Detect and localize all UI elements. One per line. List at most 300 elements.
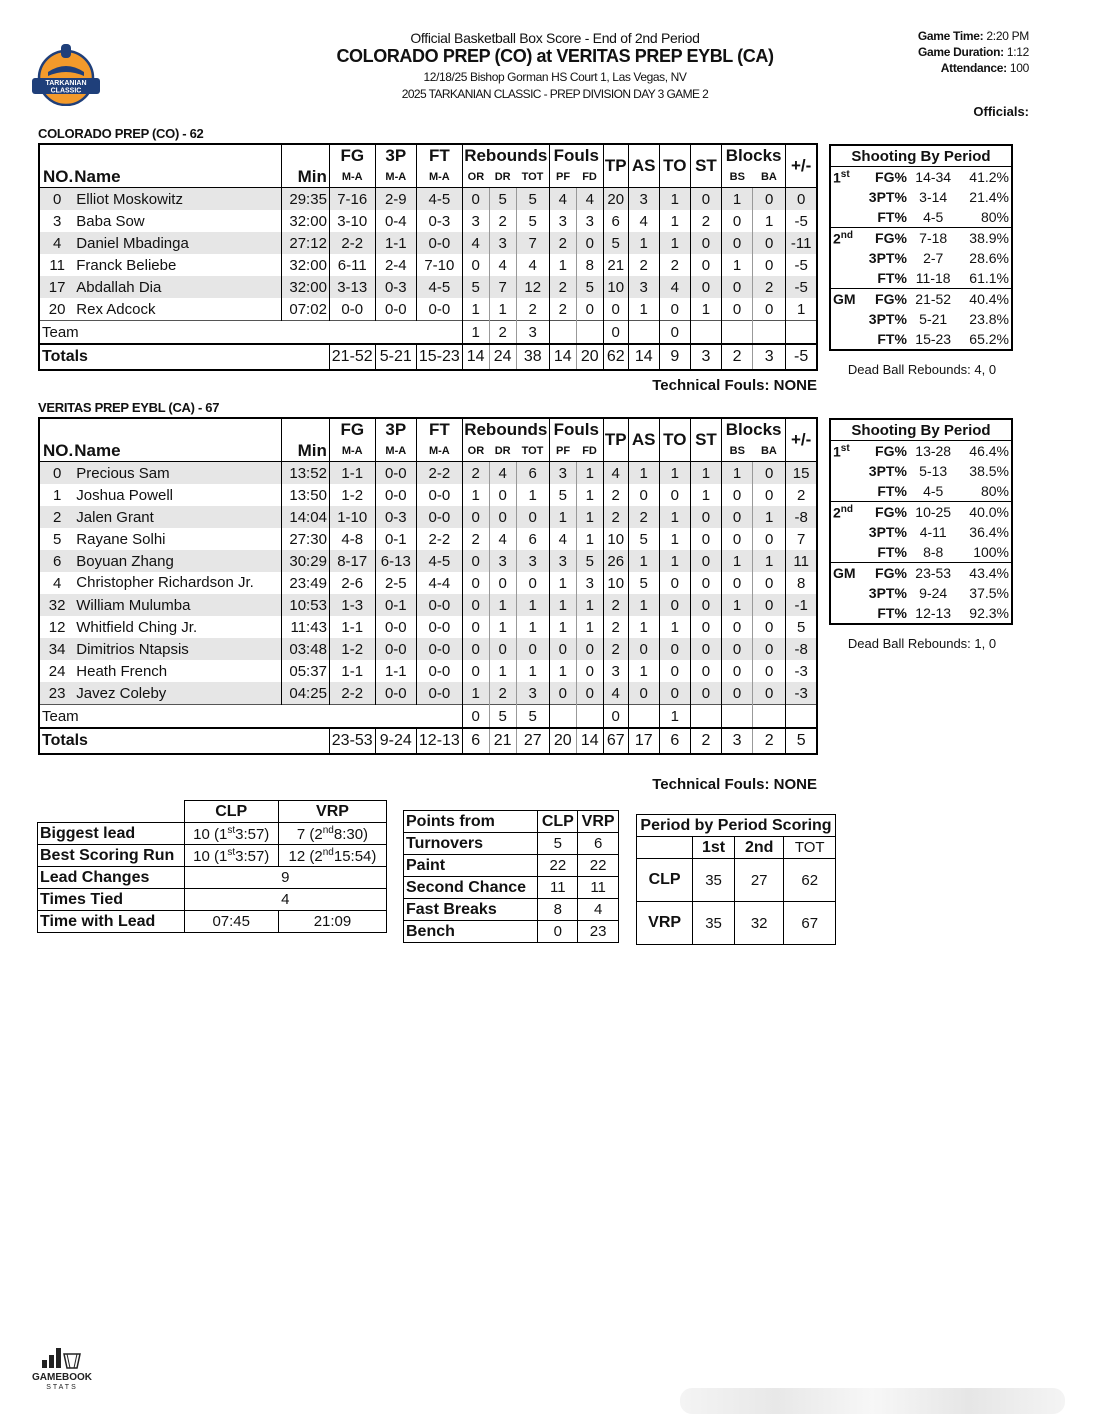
shooting-row xyxy=(830,289,1012,310)
stat-cell: 2 xyxy=(603,506,628,528)
stat-cell: 2 xyxy=(39,506,74,528)
team-stat xyxy=(549,321,576,345)
stat-cell: 5 xyxy=(516,210,549,232)
stat-made-attempted: 15-23 xyxy=(915,331,952,347)
biggest-lead-label: Biggest lead xyxy=(38,823,185,845)
stat-cell: 0 xyxy=(753,594,786,616)
period-team: CLP xyxy=(637,859,693,902)
stat-cell: 0 xyxy=(462,660,489,682)
team-row-label: Team xyxy=(39,705,462,729)
stat-cell: 1 xyxy=(721,254,752,276)
stat-cell: 1 xyxy=(549,254,576,276)
stat-cell: 3 xyxy=(576,210,603,232)
stat-cell: 23 xyxy=(39,682,74,705)
stat-cell: 2 xyxy=(603,594,628,616)
stat-cell: 0 xyxy=(576,298,603,321)
event-line: 2025 TARKANIAN CLASSIC - PREP DIVISION DAY 3 GAME 2 xyxy=(401,87,709,101)
total-stat: 21-52 xyxy=(329,344,375,370)
lead-summary-table xyxy=(37,800,387,933)
dead-ball-rebounds: Dead Ball Rebounds: 1, 0 xyxy=(847,636,997,651)
total-stat: 6 xyxy=(462,728,489,754)
stat-percent: 23.8% xyxy=(969,311,1009,327)
stat-cell: 11 xyxy=(786,550,817,572)
stat-cell: 07:02 xyxy=(282,298,330,321)
stat-cell: 1 xyxy=(462,484,489,506)
stat-cell: 0 xyxy=(753,572,786,594)
total-stat: 14 xyxy=(462,344,489,370)
stat-cell: 10:53 xyxy=(282,594,330,616)
period-label xyxy=(830,461,858,481)
stat-cell: 0 xyxy=(628,682,659,705)
stat-cell: 0 xyxy=(659,594,690,616)
stat-cell: 0-0 xyxy=(417,638,463,660)
col-st: ST xyxy=(690,144,721,188)
period-score: 27 xyxy=(734,859,784,902)
stat-cell: 0 xyxy=(549,682,576,705)
stat-cell: 1 xyxy=(576,506,603,528)
shooting-row xyxy=(830,207,1012,228)
stat-label: FT% xyxy=(877,270,907,286)
stat-cell: 0 xyxy=(462,638,489,660)
stat-percent: 41.2% xyxy=(969,169,1009,185)
tarkanian-classic-logo xyxy=(28,42,104,106)
gamebook-stats-logo xyxy=(22,1346,102,1392)
time-with-lead-label: Time with Lead xyxy=(38,911,185,933)
player-row xyxy=(39,232,817,254)
biggest-lead-vrp: 7 (2nd8:30) xyxy=(278,823,386,845)
stat-cell: 0-0 xyxy=(417,298,463,321)
stat-cell: 1 xyxy=(628,232,659,254)
player-row xyxy=(39,506,817,528)
stat-cell: 0 xyxy=(576,660,603,682)
period-label xyxy=(830,187,858,207)
stat-cell: 7 xyxy=(489,276,516,298)
stat-cell: 0 xyxy=(690,188,721,211)
stat-cell: 0-0 xyxy=(417,682,463,705)
team-stat: 3 xyxy=(516,321,549,345)
stat-cell: -11 xyxy=(786,232,817,254)
stat-cell: 1 xyxy=(628,550,659,572)
stat-made-attempted: 23-53 xyxy=(909,563,958,584)
total-stat: 12-13 xyxy=(417,728,463,754)
team-stat: 0 xyxy=(603,321,628,345)
total-stat: 67 xyxy=(603,728,628,754)
stat-cell: 1 xyxy=(690,298,721,321)
stat-cell: 0 xyxy=(753,462,786,485)
period-label xyxy=(830,522,858,542)
shooting-row xyxy=(830,583,1012,603)
shooting-row xyxy=(830,268,1012,289)
player-name: William Mulumba xyxy=(74,594,281,616)
stat-cell: 2 xyxy=(462,462,489,485)
stat-cell: 1 xyxy=(489,616,516,638)
shooting-row xyxy=(830,228,1012,249)
team-stat: 0 xyxy=(462,705,489,729)
period-header: 2nd xyxy=(734,837,784,859)
stat-cell: 0 xyxy=(628,638,659,660)
stat-cell: 0 xyxy=(659,298,690,321)
total-stat: 23-53 xyxy=(329,728,375,754)
stat-cell: 0 xyxy=(753,232,786,254)
total-stat: 21 xyxy=(489,728,516,754)
stat-cell: 3 xyxy=(576,572,603,594)
stat-cell: 0 xyxy=(721,484,752,506)
stat-cell: 4 xyxy=(462,232,489,254)
period-label xyxy=(830,542,858,563)
points-category: Second Chance xyxy=(404,877,538,899)
total-stat: 14 xyxy=(628,344,659,370)
stat-cell: 1 xyxy=(659,528,690,550)
stat-cell: 29:35 xyxy=(282,188,330,211)
subcol-min: Min xyxy=(282,441,330,462)
stat-cell: 1 xyxy=(690,462,721,485)
subcol-ma: M-A xyxy=(329,441,375,462)
stat-cell: 0-0 xyxy=(417,232,463,254)
stat-cell: 2 xyxy=(603,484,628,506)
total-stat: 3 xyxy=(721,728,752,754)
team-stat xyxy=(721,321,752,345)
points-clp: 22 xyxy=(538,855,578,877)
stat-cell: 1 xyxy=(462,298,489,321)
stat-cell: 0 xyxy=(39,188,74,211)
stat-cell: 1 xyxy=(52,486,62,504)
points-vrp: 22 xyxy=(578,855,619,877)
stat-cell: 1 xyxy=(690,484,721,506)
stat-cell: 4 xyxy=(39,232,74,254)
player-name: Rex Adcock xyxy=(76,300,156,318)
subcol-bs: BS xyxy=(721,167,752,188)
stat-made-attempted: 5-13 xyxy=(919,463,948,479)
watermark-strip xyxy=(680,1388,1065,1414)
stat-cell: 0 xyxy=(576,682,603,705)
game-time: 2:20 PM xyxy=(986,29,1029,43)
points-clp: 0 xyxy=(538,921,578,943)
stat-cell: 2 xyxy=(690,210,721,232)
stat-percent: 36.4% xyxy=(969,524,1009,540)
stat-cell: 0 xyxy=(516,506,549,528)
stat-made-attempted: 21-52 xyxy=(909,289,958,310)
col-ft: FT xyxy=(417,144,463,167)
stat-cell: 0 xyxy=(690,254,721,276)
stat-cell: 2-2 xyxy=(417,462,463,485)
stat-cell: 1 xyxy=(516,616,549,638)
total-stat: 38 xyxy=(516,344,549,370)
stat-cell: 4 xyxy=(549,188,576,211)
team-stat xyxy=(786,321,817,345)
col-plus-minus: +/- xyxy=(786,144,817,188)
stat-cell: 4 xyxy=(603,682,628,705)
total-stat: 62 xyxy=(603,344,628,370)
stat-cell: 1 xyxy=(753,210,786,232)
stat-cell: 8-17 xyxy=(329,550,375,572)
total-stat: 20 xyxy=(576,344,603,370)
stat-cell: 0 xyxy=(659,572,690,594)
stat-cell: 0 xyxy=(753,254,786,276)
period-label xyxy=(830,583,858,603)
total-stat: 2 xyxy=(690,728,721,754)
stat-cell: 0 xyxy=(489,484,516,506)
player-name: Elliot Moskowitz xyxy=(74,188,281,211)
stat-cell: 1 xyxy=(659,210,690,232)
stat-cell: 0-3 xyxy=(375,506,416,528)
time-with-lead-clp: 07:45 xyxy=(184,911,278,933)
team-stat: 5 xyxy=(489,705,516,729)
stat-cell: 21 xyxy=(603,254,628,276)
stat-cell: 3-10 xyxy=(329,210,375,232)
col-blocks: Blocks xyxy=(721,418,785,441)
points-row xyxy=(404,877,619,899)
stat-cell: 6 xyxy=(603,210,628,232)
period-label: GM xyxy=(830,563,858,584)
stat-cell: -5 xyxy=(786,276,817,298)
points-vrp: 6 xyxy=(578,833,619,855)
lead-header-vrp: VRP xyxy=(278,801,386,823)
dead-ball-rebounds: Dead Ball Rebounds: 4, 0 xyxy=(847,362,997,377)
team-stat xyxy=(576,705,603,729)
stat-cell: 0 xyxy=(489,572,516,594)
stat-cell: 20 xyxy=(48,300,66,318)
points-row xyxy=(404,833,619,855)
stat-cell: 27:30 xyxy=(282,528,330,550)
stat-cell: 0 xyxy=(659,660,690,682)
totals-row xyxy=(39,728,817,754)
stat-cell: 2-2 xyxy=(417,528,463,550)
subcol-name: Name xyxy=(74,167,281,188)
stat-percent: 37.5% xyxy=(969,585,1009,601)
stat-label: 3PT% xyxy=(868,585,907,601)
stat-cell: 1-2 xyxy=(329,638,375,660)
stat-cell: 3 xyxy=(603,660,628,682)
team-stat: 0 xyxy=(659,321,690,345)
stat-label: FT% xyxy=(877,605,907,621)
stat-cell: 4-8 xyxy=(329,528,375,550)
officials-label: Officials: xyxy=(973,104,1029,119)
points-clp: 11 xyxy=(538,877,578,899)
total-stat: 14 xyxy=(576,728,603,754)
stat-cell: 0 xyxy=(462,616,489,638)
team-stat: 1 xyxy=(462,321,489,345)
stat-cell: 4 xyxy=(489,528,516,550)
stat-cell: 2 xyxy=(549,232,576,254)
points-vrp: 23 xyxy=(578,921,619,943)
shooting-row xyxy=(830,502,1012,523)
stat-cell: 2 xyxy=(489,210,516,232)
stat-label: FG% xyxy=(858,289,909,310)
subcol-ba: BA xyxy=(753,441,786,462)
stat-cell: 1 xyxy=(721,550,752,572)
stat-cell: -8 xyxy=(786,638,817,660)
subcol-or: OR xyxy=(462,441,489,462)
stat-made-attempted: 4-5 xyxy=(923,209,944,225)
best-run-vrp: 12 (2nd15:54) xyxy=(278,845,386,867)
stat-cell: 13:52 xyxy=(282,462,330,485)
stat-cell: 2 xyxy=(786,484,817,506)
col-rebounds: Rebounds xyxy=(462,144,549,167)
player-row xyxy=(39,682,817,705)
player-name: Joshua Powell xyxy=(76,486,173,504)
stat-cell: 2 xyxy=(549,276,576,298)
stat-label: FT% xyxy=(877,483,907,499)
stat-cell: 0-1 xyxy=(375,528,416,550)
points-clp: 5 xyxy=(538,833,578,855)
player-row xyxy=(39,484,817,506)
stat-percent: 100% xyxy=(973,544,1009,560)
shooting-row xyxy=(830,542,1012,563)
stat-cell: 32:00 xyxy=(282,210,330,232)
team-stat xyxy=(786,705,817,729)
subcol-bs: BS xyxy=(721,441,752,462)
col-to: TO xyxy=(659,144,690,188)
total-stat: 14 xyxy=(549,344,576,370)
shooting-row xyxy=(830,481,1012,502)
period-header: 1st xyxy=(693,837,735,859)
stat-cell: 0 xyxy=(516,572,549,594)
period-scoring-title: Period by Period Scoring xyxy=(637,815,836,837)
stat-cell: 2 xyxy=(659,254,690,276)
stat-cell: 10 xyxy=(603,572,628,594)
period-row xyxy=(637,902,836,945)
stat-cell: 3 xyxy=(516,682,549,705)
shooting-row xyxy=(830,441,1012,462)
stat-cell: 0 xyxy=(489,506,516,528)
stat-percent: 92.3% xyxy=(969,605,1009,621)
subcol-no: NO. xyxy=(39,167,74,188)
game-duration: 1:12 xyxy=(1006,45,1029,59)
stat-percent: 80% xyxy=(980,209,1009,225)
stat-cell: 0 xyxy=(721,638,752,660)
svg-text:STATS: STATS xyxy=(46,1384,78,1391)
lead-header-clp: CLP xyxy=(184,801,278,823)
subcol-ma: M-A xyxy=(375,167,416,188)
team-row-label: Team xyxy=(39,321,462,345)
stat-cell: 1 xyxy=(576,616,603,638)
team-stat xyxy=(576,321,603,345)
stat-cell: 0 xyxy=(753,638,786,660)
stat-cell: 13:50 xyxy=(282,484,330,506)
stat-cell: 2-9 xyxy=(375,188,416,211)
stat-cell: 4 xyxy=(628,210,659,232)
stat-cell: 0 xyxy=(721,506,752,528)
period-label: 2nd xyxy=(830,502,858,523)
shooting-by-period-colorado xyxy=(829,144,1013,351)
stat-cell: 1 xyxy=(753,506,786,528)
stat-cell: 1 xyxy=(489,298,516,321)
points-category: Bench xyxy=(404,921,538,943)
period-label xyxy=(830,309,858,329)
player-name: Daniel Mbadinga xyxy=(74,232,281,254)
stat-cell: 0-0 xyxy=(417,660,463,682)
stat-cell: 05:37 xyxy=(282,660,330,682)
total-stat: 5 xyxy=(786,728,817,754)
stat-cell: 0 xyxy=(576,638,603,660)
stat-cell: 0 xyxy=(603,298,628,321)
player-name: Heath French xyxy=(76,662,168,680)
stat-cell: 0 xyxy=(690,660,721,682)
stat-cell: 0 xyxy=(690,276,721,298)
stat-cell: 1 xyxy=(753,550,786,572)
stat-cell: 5 xyxy=(52,530,62,548)
stat-cell: 0 xyxy=(690,616,721,638)
stat-percent: 40.0% xyxy=(957,502,1012,523)
stat-made-attempted: 7-18 xyxy=(909,228,958,249)
points-vrp: 11 xyxy=(578,877,619,899)
player-row xyxy=(39,276,817,298)
stat-cell: 17 xyxy=(39,276,74,298)
subcol-fd: FD xyxy=(576,441,603,462)
col-tp: TP xyxy=(603,144,628,188)
stat-cell: 15 xyxy=(786,462,817,485)
player-name: Christopher Richardson Jr. xyxy=(76,574,254,591)
stat-cell: 0 xyxy=(690,506,721,528)
stat-label: 3PT% xyxy=(868,524,907,540)
stat-cell: 6 xyxy=(39,550,74,572)
player-row xyxy=(39,298,817,321)
period-label xyxy=(830,603,858,624)
period-label: 1st xyxy=(833,442,850,460)
svg-text:GAMEBOOK: GAMEBOOK xyxy=(32,1372,92,1383)
period-label: 2nd xyxy=(830,228,858,249)
stat-cell: 1-1 xyxy=(329,462,375,485)
col-tp3: 3P xyxy=(375,144,416,167)
stat-cell: -1 xyxy=(786,594,817,616)
points-header-vrp: VRP xyxy=(578,811,619,833)
stat-cell: -5 xyxy=(786,210,817,232)
subcol-ma: M-A xyxy=(375,441,416,462)
stat-cell: 0 xyxy=(576,232,603,254)
col-fg: FG xyxy=(329,418,375,441)
total-stat: -5 xyxy=(786,344,817,370)
shooting-title: Shooting By Period xyxy=(830,145,1012,167)
stat-cell: 4-5 xyxy=(417,188,463,211)
period-label xyxy=(830,268,858,289)
stat-cell: 0-3 xyxy=(375,276,416,298)
stat-cell: 3 xyxy=(52,212,62,230)
stat-cell: 0 xyxy=(721,298,752,321)
shooting-title: Shooting By Period xyxy=(830,419,1012,441)
points-row xyxy=(404,855,619,877)
stat-cell: 5 xyxy=(603,232,628,254)
col-fouls: Fouls xyxy=(549,144,603,167)
stat-cell: 0 xyxy=(753,682,786,705)
stat-cell: 5 xyxy=(628,572,659,594)
lead-changes-label: Lead Changes xyxy=(38,867,185,889)
shooting-by-period-veritas xyxy=(829,418,1013,625)
stat-cell: 4-5 xyxy=(417,276,463,298)
points-category: Turnovers xyxy=(404,833,538,855)
stat-cell: 0 xyxy=(549,638,576,660)
team-stat xyxy=(628,321,659,345)
stat-cell: 0-0 xyxy=(375,616,416,638)
stat-cell: 04:25 xyxy=(282,682,330,705)
subcol-pf: PF xyxy=(549,167,576,188)
player-row xyxy=(39,188,817,211)
stat-cell: 4 xyxy=(603,462,628,485)
team-stat: 0 xyxy=(603,705,628,729)
points-header-clp: CLP xyxy=(538,811,578,833)
shooting-row xyxy=(830,309,1012,329)
stat-cell: 0 xyxy=(659,638,690,660)
time-with-lead-vrp: 21:09 xyxy=(278,911,386,933)
player-name: Dimitrios Ntapsis xyxy=(74,638,281,660)
stat-cell: 1 xyxy=(721,188,752,211)
stat-cell: 0-0 xyxy=(375,462,416,485)
player-name: Rayane Solhi xyxy=(76,530,166,548)
stat-cell: 1 xyxy=(628,462,659,485)
stat-cell: 1 xyxy=(628,660,659,682)
period-score: 35 xyxy=(693,902,735,945)
player-row xyxy=(39,616,817,638)
points-category: Fast Breaks xyxy=(404,899,538,921)
